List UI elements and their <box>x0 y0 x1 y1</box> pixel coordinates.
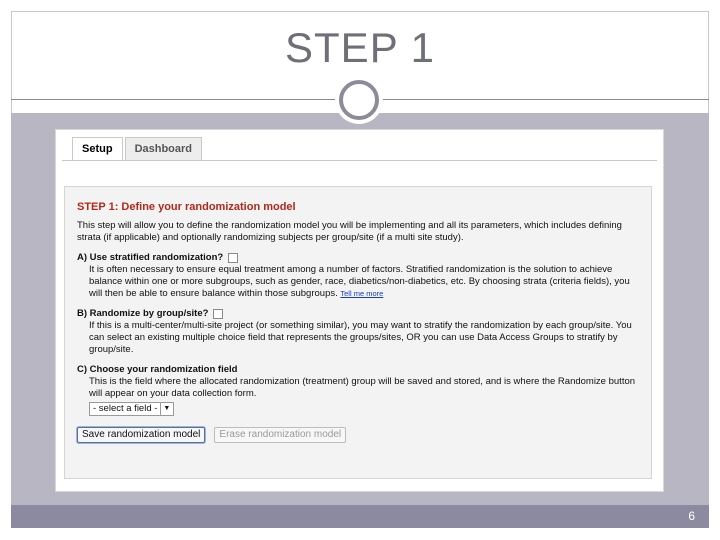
tell-me-more-link[interactable]: Tell me more <box>340 289 384 298</box>
section-a-heading <box>77 252 639 264</box>
section-b-heading <box>77 308 639 320</box>
tab-dashboard[interactable]: Dashboard <box>125 137 202 160</box>
erase-randomization-button[interactable]: Erase randomization model <box>214 427 346 443</box>
circle-ornament-icon <box>339 80 379 120</box>
intro-text: This step will allow you to define the randomization model you will be implementing and all its parameters, which includes defining strata (if applicable) and optionally randomizing subjects per group/site (if a multi site study). <box>77 220 622 243</box>
chevron-down-icon: ▼ <box>160 403 170 415</box>
button-row <box>77 427 639 443</box>
panel-title: STEP 1: Define your randomization model <box>77 201 296 213</box>
randomization-field-select[interactable] <box>89 402 174 416</box>
page-number: 6 <box>688 509 695 523</box>
save-randomization-button[interactable]: Save randomization model <box>77 427 205 443</box>
tab-bar <box>72 137 204 160</box>
stratified-checkbox[interactable] <box>228 253 238 263</box>
section-b-label: B) Randomize by group/site? <box>77 308 209 319</box>
footer-bar <box>11 505 709 528</box>
section-b-text: If this is a multi-center/multi-site project (or something similar), you may want to stratify the randomization by each group/site. You can select an existing multiple choice field that represents the groups/sites, OR you can use Data Access Groups to stratify by group/site. <box>89 320 632 355</box>
section-c-label: C) Choose your randomization field <box>77 364 238 375</box>
select-value: - select a field - <box>93 403 158 414</box>
section-a-label: A) Use stratified randomization? <box>77 252 224 263</box>
section-c-heading <box>77 364 639 376</box>
section-a-text: It is often necessary to ensure equal treatment among a number of factors. Stratified randomization is the solution to achieve balance within one or more subgroups, such as gender, race, diabetics/non-diabetics, etc. By choosing strata (criteria fields), you will then be able to ensure balance within those subgroups. <box>89 264 630 299</box>
slide-title: STEP 1 <box>285 24 435 71</box>
section-a-body <box>89 264 639 300</box>
tab-underline <box>62 160 657 161</box>
section-c-text: This is the field where the allocated randomization (treatment) group will be saved and stored, and is where the Randomize button will appear on your data collection form. <box>89 376 636 399</box>
randomization-panel <box>64 186 652 479</box>
app-screenshot <box>55 129 664 492</box>
group-site-checkbox[interactable] <box>213 309 223 319</box>
tab-setup[interactable]: Setup <box>72 137 123 161</box>
